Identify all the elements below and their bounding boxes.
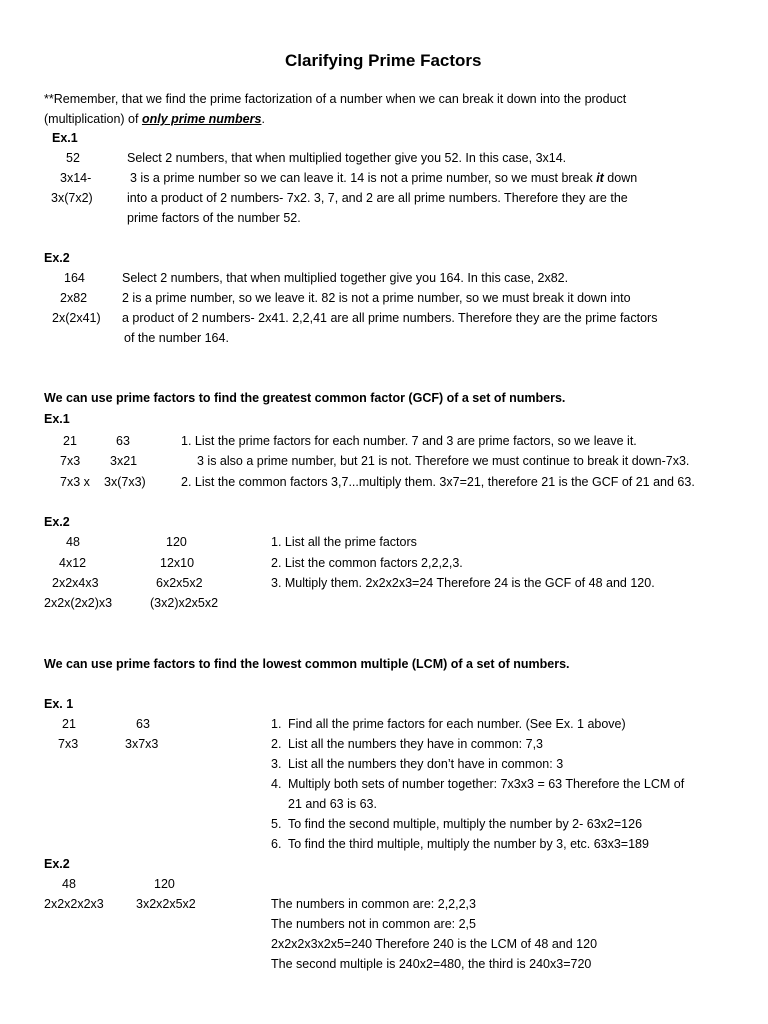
lcm-ex2-line: The second multiple is 240x2=480, the third is 240x3=720	[271, 957, 592, 971]
lcm-ex2-a: 48	[62, 877, 76, 891]
lcm-ex1-step-num: 1.	[271, 717, 282, 731]
gcf-ex2-label: Ex.2	[44, 515, 70, 529]
pf-ex1-label: Ex.1	[52, 131, 78, 145]
gcf-ex1-b: 3x21	[110, 454, 138, 468]
gcf-heading: We can use prime factors to find the greatest common factor (GCF) of a set of numbers.	[44, 391, 566, 405]
gcf-ex2-a: 48	[66, 535, 80, 549]
lcm-ex1-b: 63	[136, 717, 150, 731]
pf-ex1-emphasis: it	[596, 171, 604, 185]
gcf-ex1-b: 3x(7x3)	[104, 475, 146, 489]
lcm-ex1-step: Multiply both sets of number together: 7x3x3 = 63 Therefore the LCM of	[288, 777, 685, 791]
lcm-ex1-step-num: 3.	[271, 757, 282, 771]
lcm-ex2-line: The numbers in common are: 2,2,2,3	[271, 897, 476, 911]
intro-emphasis: only prime numbers	[141, 112, 262, 126]
pf-ex2-line: 2 is a prime number, so we leave it. 82 is not a prime number, so we must break it down into	[122, 291, 631, 305]
lcm-ex1-step-num: 6.	[271, 837, 282, 851]
lcm-ex1-step-cont: 21 and 63 is 63.	[288, 797, 377, 811]
pf-ex2-num: 2x(2x41)	[52, 311, 101, 325]
lcm-ex1-step-num: 5.	[271, 817, 282, 831]
intro-text: (multiplication) of	[44, 112, 142, 126]
gcf-ex2-b: 6x2x5x2	[156, 576, 203, 590]
lcm-ex2-b: 3x2x2x5x2	[136, 897, 196, 911]
lcm-ex1-step-num: 4.	[271, 777, 282, 791]
gcf-ex2-step: 1. List all the prime factors	[271, 535, 417, 549]
gcf-ex2-step: 2. List the common factors 2,2,2,3.	[271, 556, 463, 570]
gcf-ex1-label: Ex.1	[44, 412, 70, 426]
gcf-ex1-a: 7x3	[60, 454, 81, 468]
pf-ex1-line: into a product of 2 numbers- 7x2. 3, 7, and 2 are all prime numbers. Therefore they are the	[127, 191, 628, 205]
gcf-ex1-line: 2. List the common factors 3,7...multiply them. 3x7=21, therefore 21 is the GCF of 21 and 63.	[181, 475, 695, 489]
gcf-ex2-b: (3x2)x2x5x2	[150, 596, 219, 610]
pf-ex1-num: 3x14-	[60, 171, 92, 185]
pf-ex1-num: 3x(7x2)	[51, 191, 93, 205]
page-title: Clarifying Prime Factors	[285, 51, 482, 70]
lcm-heading: We can use prime factors to find the lowest common multiple (LCM) of a set of numbers.	[44, 657, 570, 671]
pf-ex1-text: 3 is a prime number so we can leave it. 14 is not a prime number, so we must break	[130, 171, 597, 185]
lcm-ex1-label: Ex. 1	[44, 697, 74, 711]
lcm-ex2-line: 2x2x2x3x2x5=240 Therefore 240 is the LCM of 48 and 120	[271, 937, 598, 951]
lcm-ex2-line: The numbers not in common are: 2,5	[271, 917, 476, 931]
pf-ex2-line: Select 2 numbers, that when multiplied together give you 164. In this case, 2x82.	[122, 271, 569, 285]
pf-ex1-line	[130, 170, 637, 186]
pf-ex1-line: Select 2 numbers, that when multiplied together give you 52. In this case, 3x14.	[127, 151, 567, 165]
intro-line-1: **Remember, that we find the prime factorization of a number when we can break it down into the product	[44, 92, 627, 106]
lcm-ex1-step: List all the numbers they don’t have in common: 3	[288, 757, 564, 771]
lcm-ex1-step: To find the third multiple, multiply the number by 3, etc. 63x3=189	[288, 837, 649, 851]
gcf-ex2-a: 2x2x(2x2)x3	[44, 596, 113, 610]
gcf-ex1-a: 21	[63, 434, 77, 448]
intro-period: .	[261, 112, 265, 126]
lcm-ex1-a: 7x3	[58, 737, 79, 751]
lcm-ex1-b: 3x7x3	[125, 737, 159, 751]
gcf-ex1-b: 63	[116, 434, 130, 448]
gcf-ex2-a: 2x2x4x3	[52, 576, 99, 590]
pf-ex2-line: a product of 2 numbers- 2x41. 2,2,41 are all prime numbers. Therefore they are the prime factors	[122, 311, 658, 325]
intro-line-2	[44, 111, 265, 127]
lcm-ex1-step: To find the second multiple, multiply the number by 2- 63x2=126	[288, 817, 643, 831]
lcm-ex1-step: Find all the prime factors for each number. (See Ex. 1 above)	[288, 717, 626, 731]
gcf-ex2-b: 120	[166, 535, 187, 549]
pf-ex2-num: 164	[64, 271, 85, 285]
gcf-ex2-b: 12x10	[160, 556, 195, 570]
gcf-ex1-a: 7x3 x	[60, 475, 90, 489]
gcf-ex1-line: 1. List the prime factors for each number. 7 and 3 are prime factors, so we leave it.	[181, 434, 637, 448]
pf-ex2-line: of the number 164.	[124, 331, 229, 345]
pf-ex1-num: 52	[66, 151, 80, 165]
lcm-ex2-b: 120	[154, 877, 175, 891]
gcf-ex1-line: 3 is also a prime number, but 21 is not. Therefore we must continue to break it down-7x3.	[197, 454, 690, 468]
pf-ex1-line: prime factors of the number 52.	[127, 211, 301, 225]
pf-ex2-label: Ex.2	[44, 251, 70, 265]
lcm-ex1-step-num: 2.	[271, 737, 282, 751]
lcm-ex1-a: 21	[62, 717, 76, 731]
lcm-ex1-step: List all the numbers they have in common: 7,3	[288, 737, 543, 751]
gcf-ex2-step: 3. Multiply them. 2x2x2x3=24 Therefore 24 is the GCF of 48 and 120.	[271, 576, 655, 590]
lcm-ex2-a: 2x2x2x2x3	[44, 897, 104, 911]
pf-ex2-num: 2x82	[60, 291, 88, 305]
gcf-ex2-a: 4x12	[59, 556, 87, 570]
pf-ex1-text: down	[603, 171, 638, 185]
lcm-ex2-label: Ex.2	[44, 857, 70, 871]
